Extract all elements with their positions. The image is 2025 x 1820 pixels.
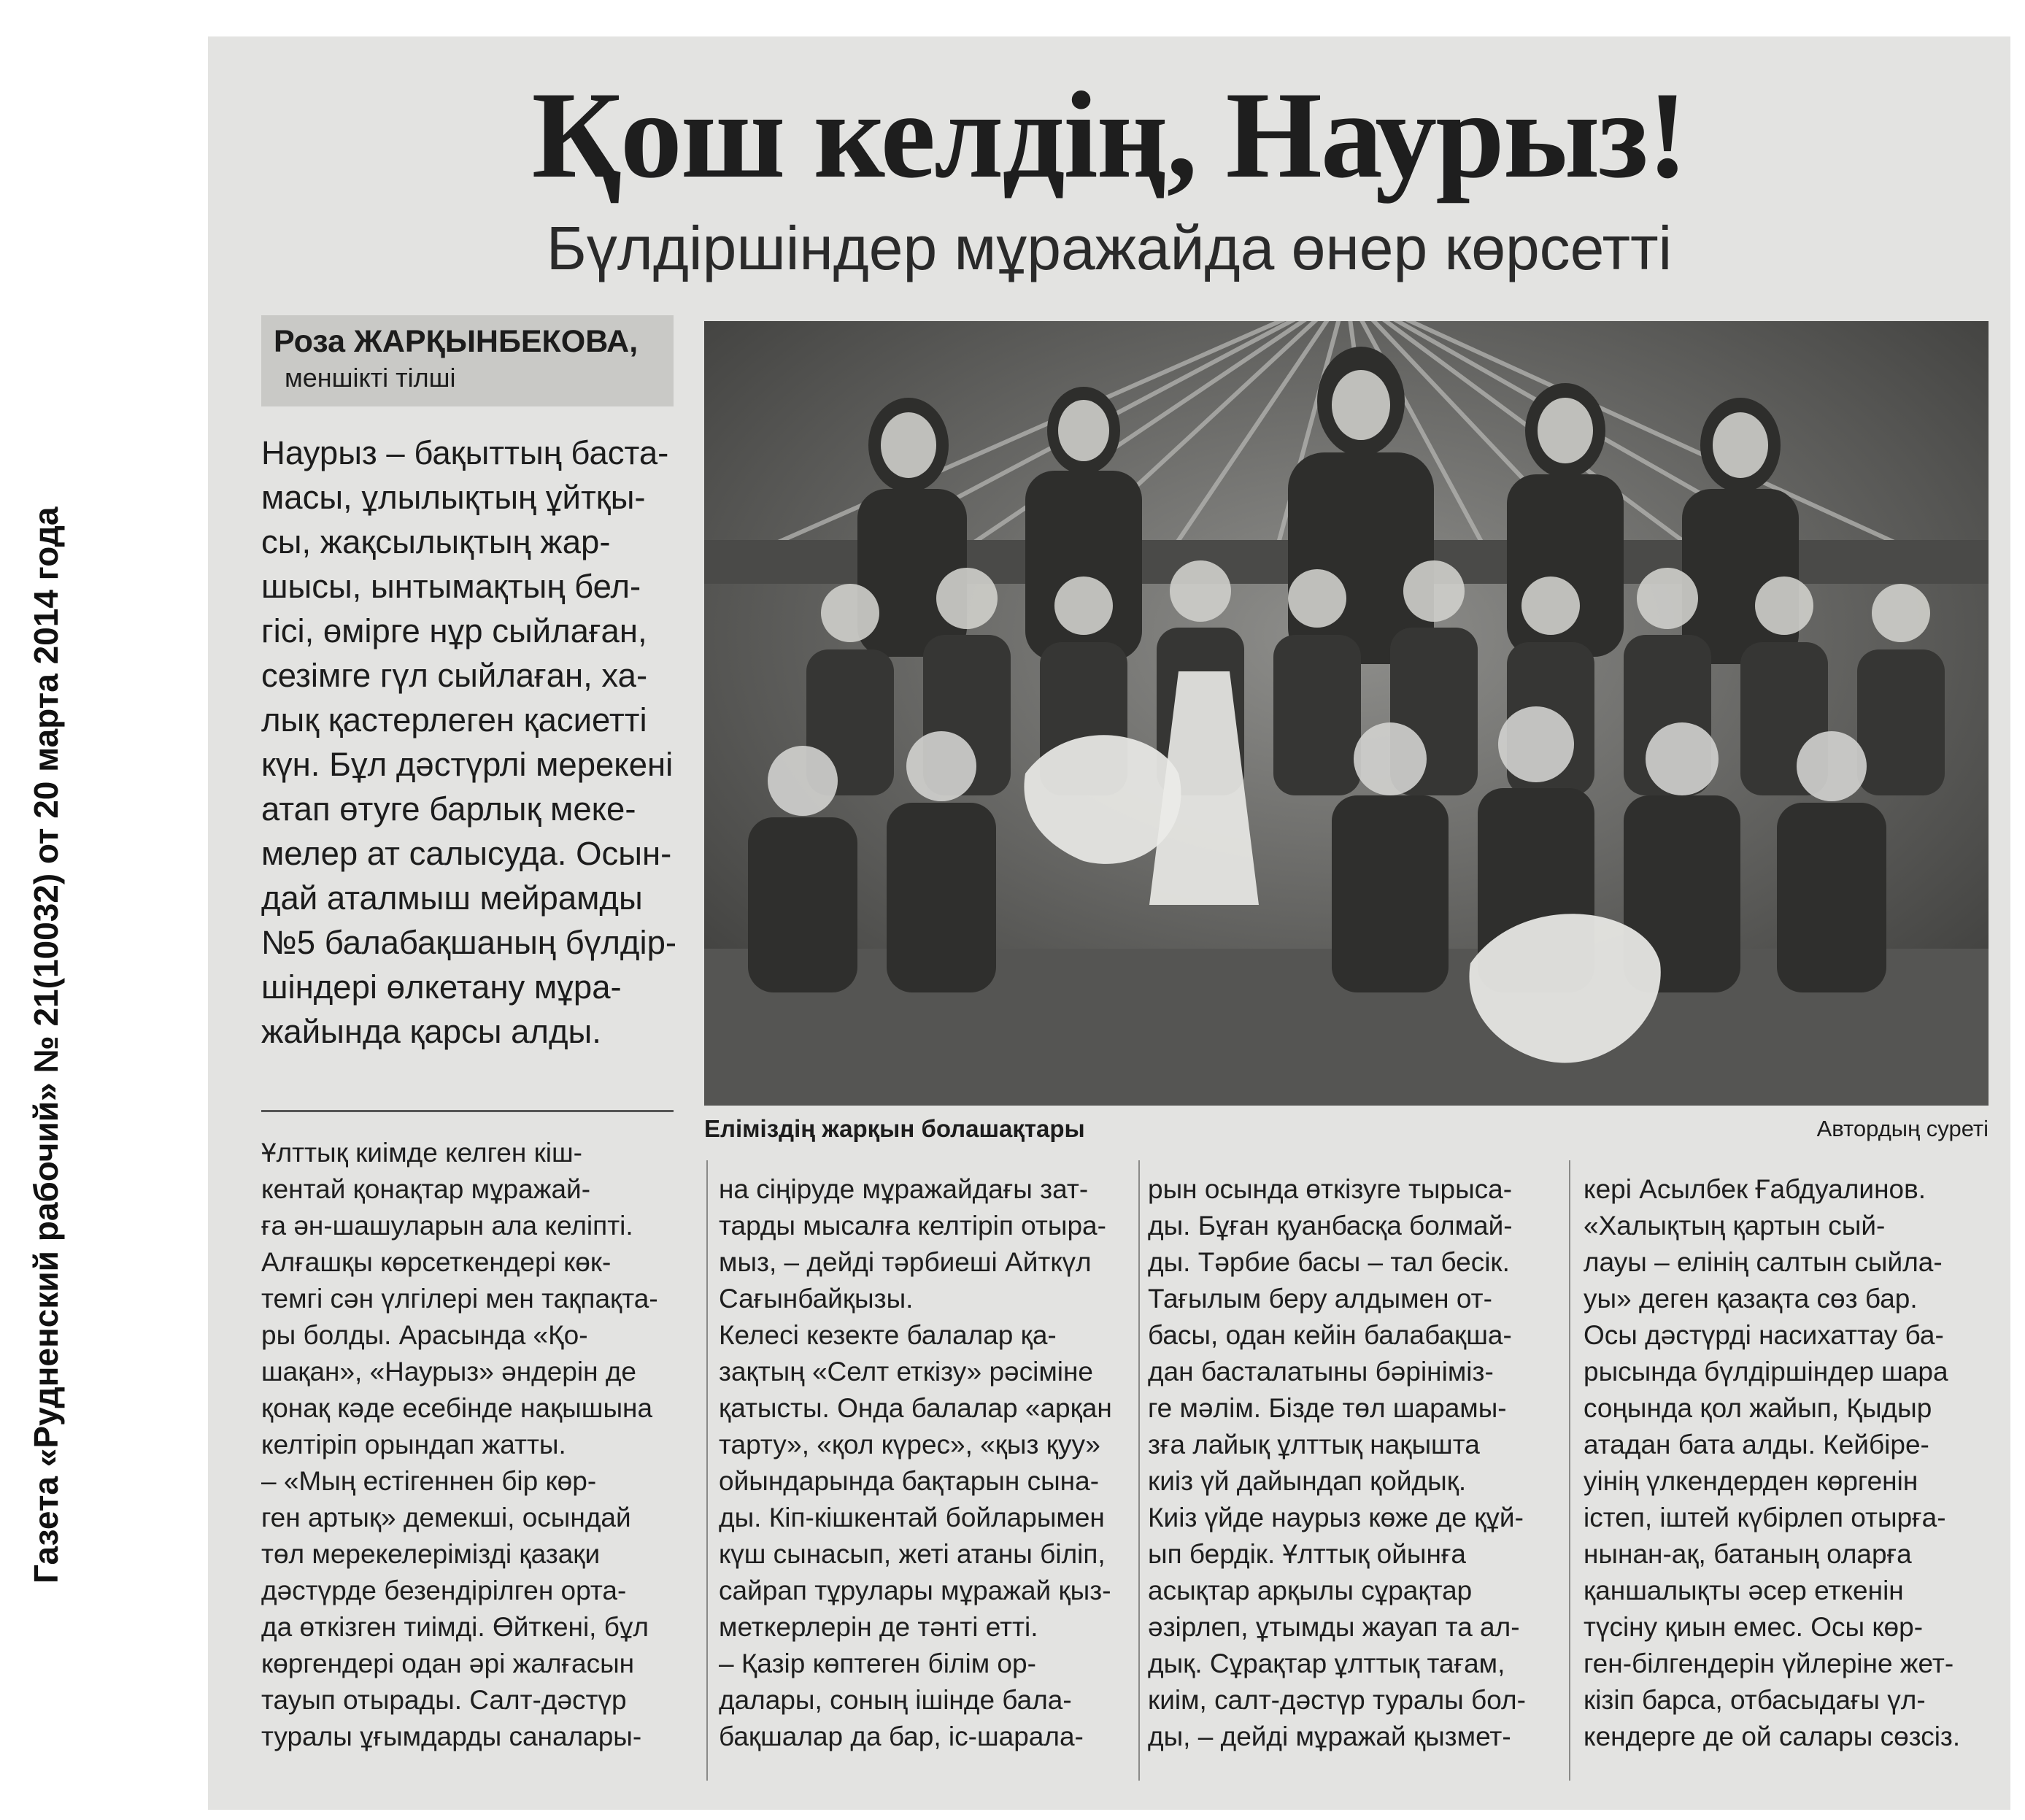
column-line: ге мәлім. Бізде төл шарамы- — [1148, 1393, 1507, 1423]
column-line: уінің үлкендерден көргенін — [1584, 1466, 1918, 1496]
lead-line: Наурыз – бақыттың баста- — [261, 434, 669, 471]
column-line: Тағылым беру алдымен от- — [1148, 1284, 1492, 1314]
column-line: туралы ұғымдарды саналары- — [261, 1721, 642, 1751]
column-line: ойындарында бақтарын сына- — [719, 1466, 1100, 1496]
column-line: келтіріп орындап жатты. — [261, 1430, 566, 1460]
column-line: істеп, іштей күбірлеп отырға- — [1584, 1503, 1946, 1532]
column-line: сайрап тұрулары мұражай қыз- — [719, 1576, 1111, 1605]
column-line: рысында бүлдіршіндер шара — [1584, 1357, 1948, 1387]
photo-credit: Автордың суреті — [1816, 1116, 1989, 1141]
column-line: Алғашқы көрсеткендері көк- — [261, 1247, 612, 1277]
lead-line: масы, ұлылықтың ұйтқы- — [261, 479, 646, 516]
column-separator — [706, 1160, 708, 1781]
photo-caption: Еліміздің жарқын болашақтары — [704, 1115, 1085, 1142]
column-line: «Халықтың қартын сый- — [1584, 1211, 1886, 1241]
column-line: төл мерекелерімізді қазақи — [261, 1539, 601, 1569]
source-caption: Газета «Рудненский рабочий» № 21(10032) от 20 марта 2014 года — [27, 506, 65, 1584]
lead-line: мелер ат салысуда. Осын- — [261, 835, 672, 872]
column-line: ген-білгендерін үйлеріне жет- — [1584, 1649, 1954, 1678]
lead-line: дай аталмыш мейрамды — [261, 879, 643, 917]
column-line: зға лайық ұлттық нақышта — [1148, 1430, 1480, 1460]
column-line: Ұлттық киімде келген кіш- — [261, 1138, 583, 1168]
column-line: кентай қонақтар мұражай- — [261, 1174, 591, 1204]
lead-line: жайында қарсы алды. — [261, 1013, 601, 1050]
column-line: киіз үй дайындап қойдық. — [1148, 1466, 1467, 1496]
column-line: тарту», «қол күрес», «қыз қуу» — [719, 1430, 1100, 1460]
column-line: түсіну қиын емес. Осы көр- — [1584, 1612, 1924, 1642]
column-line: дан басталатыны бәрініміз- — [1148, 1357, 1494, 1387]
column-line: ды. Тәрбие басы – тал бесік. — [1148, 1247, 1510, 1277]
column-line: қаншалықты әсер еткенін — [1584, 1576, 1904, 1605]
column-line: дәстүрде безендірілген орта- — [261, 1576, 627, 1605]
byline-author: Роза ЖАРҚЫНБЕКОВА, — [274, 324, 639, 359]
group-photo-image — [704, 321, 1989, 1106]
column-line: тарды мысалға келтіріп отыра- — [719, 1211, 1106, 1241]
lead-line: сы, жақсылықтың жар- — [261, 523, 611, 560]
column-line: – Қазір көптеген білім ор- — [719, 1649, 1036, 1678]
article-column-2 — [719, 1171, 1131, 1755]
column-line: шақан», «Наурыз» әндерін де — [261, 1357, 636, 1387]
column-line: да өткізген тиімді. Өйткені, бұл — [261, 1612, 649, 1642]
column-line: Сағынбайқызы. — [719, 1284, 914, 1314]
lead-line: лық қастерлеген қасиетті — [261, 701, 647, 739]
column-line: күш сынасып, жеті атаны біліп, — [719, 1539, 1106, 1569]
lead-line: атап өтуге барлық меке- — [261, 790, 636, 828]
column-line: далары, соның ішінде бала- — [719, 1685, 1072, 1715]
column-line: кендерге де ой салары сөзсіз. — [1584, 1721, 1961, 1751]
lead-line: шысы, ынтымақтың бел- — [261, 568, 641, 605]
column-line: нынан-ақ, батаның оларға — [1584, 1539, 1912, 1569]
column-line: басы, одан кейін балабақша- — [1148, 1320, 1512, 1350]
column-line: киім, салт-дәстүр туралы бол- — [1148, 1685, 1526, 1715]
article-column-4 — [1584, 1171, 1996, 1755]
column-line: асықтар арқылы сұрақтар — [1148, 1576, 1473, 1605]
column-line: на сіңіруде мұражайдағы зат- — [719, 1174, 1089, 1204]
column-line: мыз, – дейді тәрбиеші Айткүл — [719, 1247, 1092, 1277]
column-line: зақтың «Селт еткізу» рәсіміне — [719, 1357, 1094, 1387]
column-line: ды. Кіп-кішкентай бойларымен — [719, 1503, 1105, 1532]
group-photo — [704, 321, 1989, 1106]
column-line: тауып отырады. Салт-дәстүр — [261, 1685, 627, 1715]
subheadline: Бүлдіршіндер мұражайда өнер көрсетті — [546, 214, 1673, 282]
column-line: қонақ кәде есебінде нақышына — [261, 1393, 653, 1423]
column-line: бақшалар да бар, іс-шарала- — [719, 1721, 1084, 1751]
headline: Қош келдің, Наурыз! — [531, 66, 1687, 204]
column-line: Киіз үйде наурыз көже де құй- — [1148, 1503, 1524, 1532]
column-line: меткерлерін де тәнті етті. — [719, 1612, 1038, 1642]
column-line: соңында қол жайып, Қыдыр — [1584, 1393, 1932, 1423]
column-line: атадан бата алды. Кейбіре- — [1584, 1430, 1929, 1460]
column-line: уы» деген қазақта сөз бар. — [1584, 1284, 1918, 1314]
lead-line: күн. Бұл дәстүрлі мерекені — [261, 746, 674, 783]
byline-role: меншікті тілші — [285, 363, 456, 393]
column-line: кері Асылбек Ғабдуалинов. — [1584, 1174, 1926, 1204]
column-line: әзірлеп, ұтымды жауап та ал- — [1148, 1612, 1520, 1642]
column-line: рын осында өткізуге тырыса- — [1148, 1174, 1513, 1204]
column-line: көргендері одан әрі жалғасын — [261, 1649, 635, 1678]
lead-line: №5 балабақшаның бүлдір- — [261, 924, 677, 961]
column-line: – «Мың естігеннен бір көр- — [261, 1466, 597, 1496]
column-line: ды, – дейді мұражай қызмет- — [1148, 1721, 1511, 1751]
lead-line: шіндері өлкетану мұра- — [261, 968, 622, 1006]
column-line: қатысты. Онда балалар «арқан — [719, 1393, 1112, 1423]
column-line: ген артық» демекші, осындай — [261, 1503, 631, 1532]
column-line: лауы – елінің салтын сыйла- — [1584, 1247, 1943, 1277]
column-line: темгі сән үлгілері мен тақпақта- — [261, 1284, 658, 1314]
column-line: ға ән-шашуларын ала келіпті. — [261, 1211, 633, 1241]
lead-divider — [261, 1110, 674, 1112]
lead-paragraph — [261, 431, 677, 1054]
column-line: Осы дәстүрді насихаттау ба- — [1584, 1320, 1944, 1350]
column-line: ры болды. Арасында «Қо- — [261, 1320, 588, 1350]
lead-line: сезімге гүл сыйлаған, ха- — [261, 657, 648, 694]
column-line: ып бердік. Ұлттық ойынға — [1148, 1539, 1467, 1569]
column-separator — [1569, 1160, 1570, 1781]
column-line: Келесі кезекте балалар қа- — [719, 1320, 1057, 1350]
article-column-1 — [261, 1135, 674, 1755]
column-line: дық. Сұрақтар ұлттық тағам, — [1148, 1649, 1505, 1678]
lead-line: гісі, өмірге нұр сыйлаған, — [261, 612, 647, 649]
column-line: ды. Бұған қуанбасқа болмай- — [1148, 1211, 1513, 1241]
article-column-3 — [1148, 1171, 1560, 1755]
column-separator — [1138, 1160, 1140, 1781]
column-line: кізіп барса, отбасыдағы үл- — [1584, 1685, 1926, 1715]
